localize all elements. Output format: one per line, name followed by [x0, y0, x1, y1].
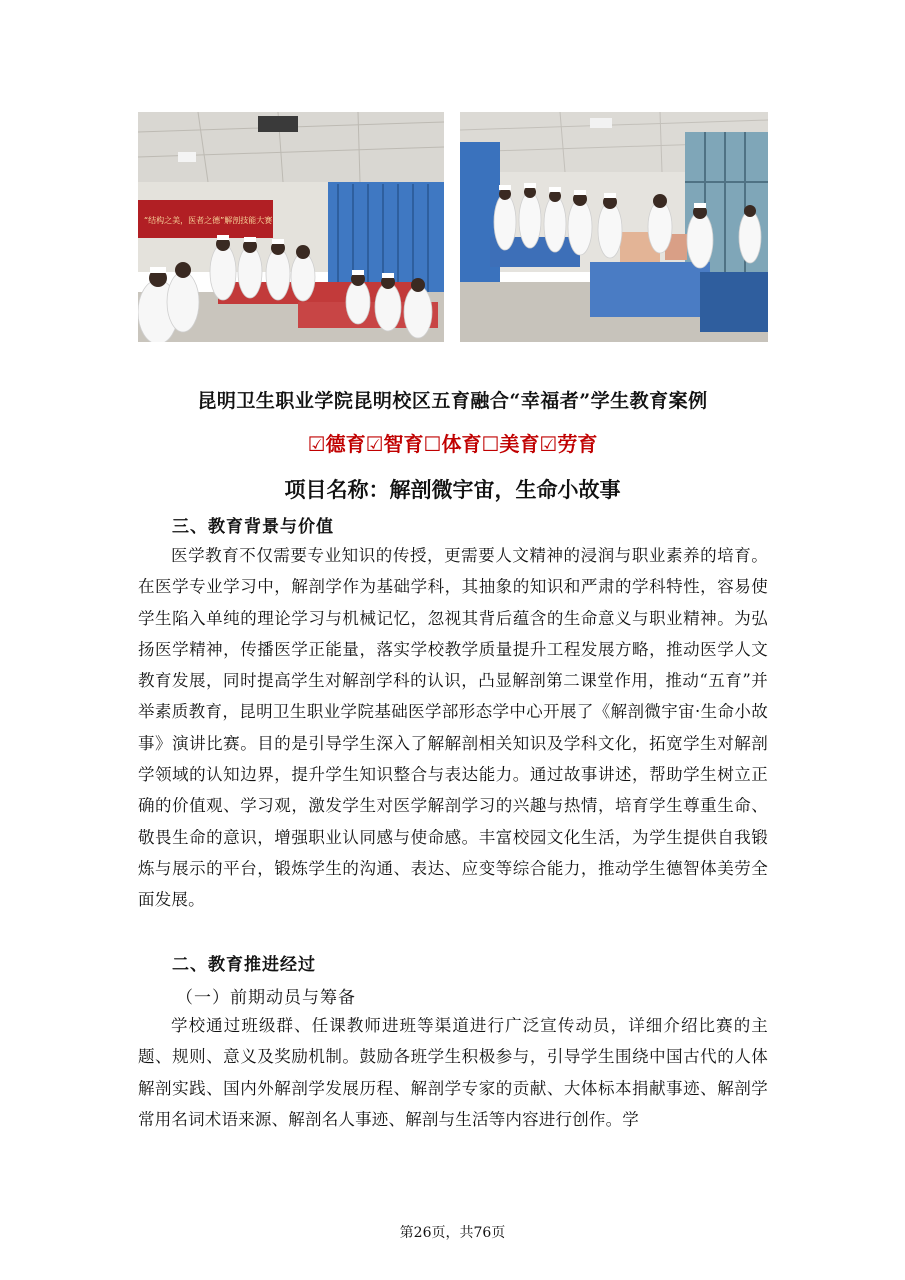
tag-label: 体育: [441, 432, 482, 456]
subsection-paragraph-preparation: 学校通过班级群、任课教师进班等渠道进行广泛宣传动员，详细介绍比赛的主题、规则、意义及奖励机制。鼓励各班学生积极参与，引导学生围绕中国古代的人体解剖实践、国内外解剖学发展历程、解剖学专家的贡献、大体标本捐献事迹、解剖学常用名词术语来源、解剖名人事迹、解剖与生活等内容进行创作。学: [138, 1016, 768, 1129]
tag-label: 美育: [499, 432, 540, 456]
checkbox-checked-icon: ☑: [539, 432, 558, 456]
checkbox-unchecked-icon: ☐: [423, 432, 442, 456]
tag-label: 劳育: [557, 432, 598, 456]
tag-intellectual: [366, 428, 424, 457]
subsection-heading-preparation: （一）前期动员与筹备: [176, 988, 356, 1008]
tag-labor: [539, 428, 597, 457]
checkbox-unchecked-icon: ☐: [481, 432, 500, 456]
section-heading-process: 二、教育推进经过: [172, 955, 316, 975]
education-tags: [0, 428, 905, 457]
checkbox-checked-icon: ☑: [307, 432, 326, 456]
classroom-photo-left: [138, 112, 444, 342]
tag-physical: [424, 428, 482, 457]
tag-label: 智育: [383, 432, 424, 456]
section-heading-background: 三、教育背景与价值: [172, 517, 334, 537]
classroom-photo-right: [460, 112, 768, 342]
checkbox-checked-icon: ☑: [365, 432, 384, 456]
section-paragraph-background: 医学教育不仅需要专业知识的传授，更需要人文精神的浸润与职业素养的培育。在医学专业学习中，解剖学作为基础学科，其抽象的知识和严肃的学科特性，容易使学生陷入单纯的理论学习与机械记忆，忽视其背后蕴含的生命意义与职业精神。为弘扬医学精神，传播医学正能量，落实学校教学质量提升工程发展方略，推动医学人文教育发展，同时提高学生对解剖学科的认识，凸显解剖第二课堂作用，推动“五育”并举素质教育，昆明卫生职业学院基础医学部形态学中心开展了《解剖微宇宙·生命小故事》演讲比赛。目的是引导学生深入了解解剖相关知识及学科文化，拓宽学生对解剖学领域的认知边界，提升学生知识整合与表达能力。通过故事讲述，帮助学生树立正确的价值观、学习观，激发学生对医学解剖学习的兴趣与热情，培育学生尊重生命、敬畏生命的意识，增强职业认同感与使命感。丰富校园文化生活，为学生提供自我锻炼与展示的平台，锻炼学生的沟通、表达、应变等综合能力，推动学生德智体美劳全面发展。: [138, 546, 768, 910]
tag-aesthetic: [481, 428, 539, 457]
case-title: 昆明卫生职业学院昆明校区五育融合“幸福者”学生教育案例: [197, 390, 708, 412]
banner-text: “结构之美，医者之德”解剖技能大赛: [144, 216, 273, 225]
tag-moral: [308, 428, 366, 457]
project-title: 项目名称：解剖微宇宙，生命小故事: [284, 477, 621, 502]
tag-label: 德育: [325, 432, 366, 456]
page-number: 第26页，共76页: [399, 1225, 506, 1241]
